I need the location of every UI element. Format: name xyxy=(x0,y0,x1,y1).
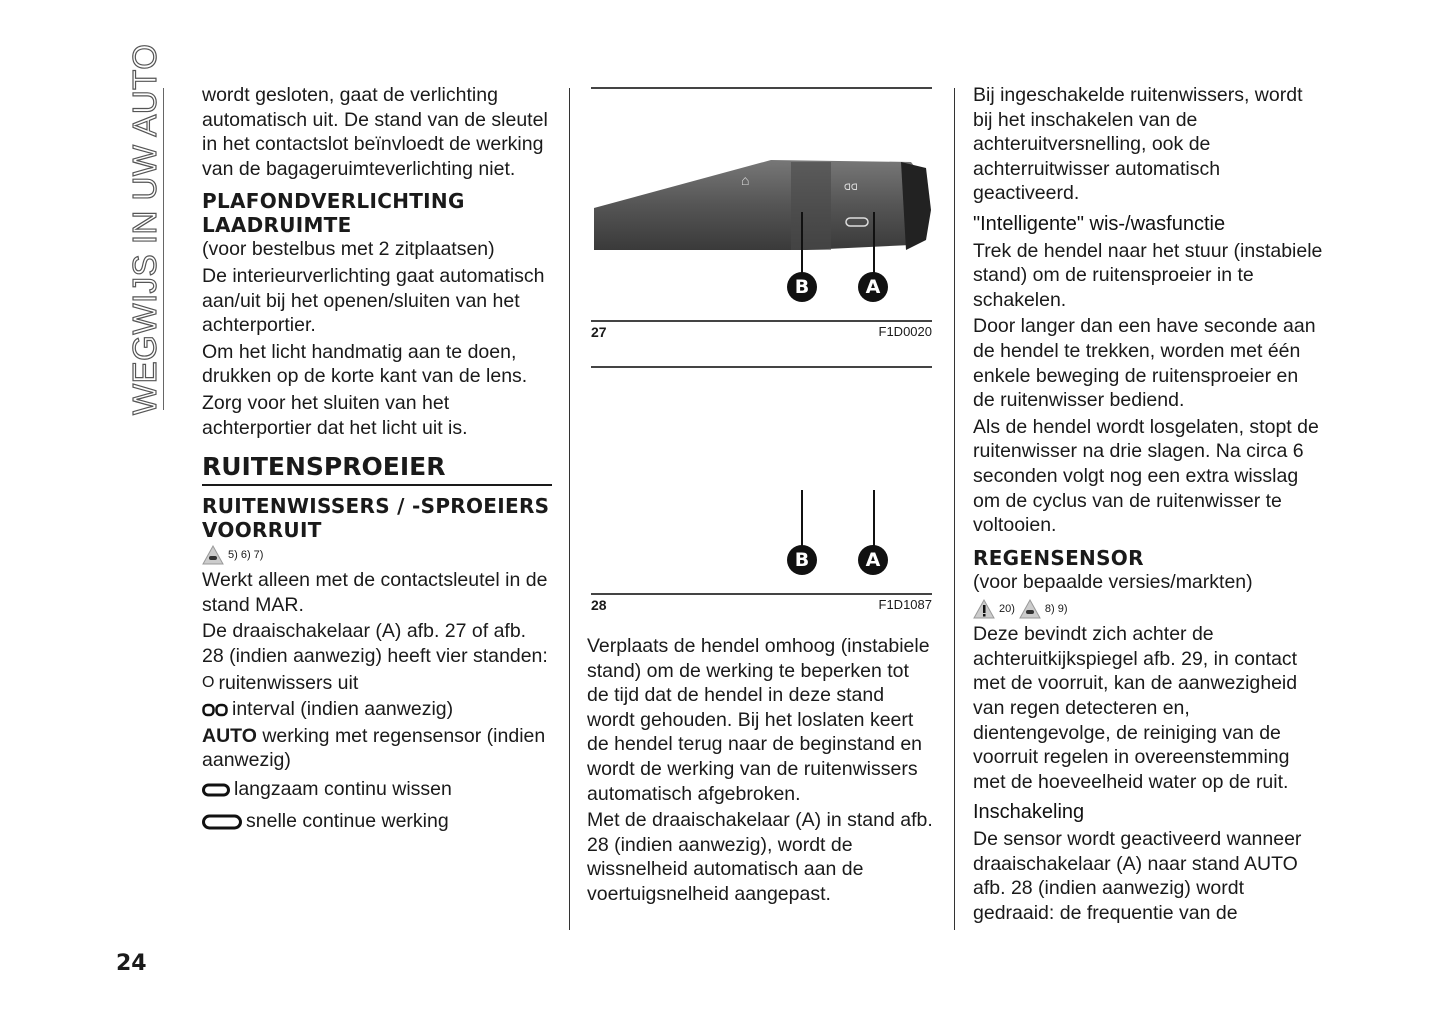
position-fast: snelle continue werking xyxy=(202,809,552,834)
middle-column xyxy=(587,634,935,909)
page-number: 24 xyxy=(116,951,147,976)
paragraph: Verplaats de hendel omhoog (instabiele stand) om de werking te beperken tot de tijd dat de hendel in deze stand wordt gehouden. Bij het loslaten keert de hendel terug naar de beginstand en wordt de werking van de ruitenwissers automatisch afgebroken. xyxy=(587,635,930,805)
callout-line-a xyxy=(873,490,875,546)
callout-a: A xyxy=(858,545,888,575)
warning-icon xyxy=(973,599,995,619)
paragraph: Met de draaischakelaar (A) in stand afb. 28 (indien aanwezig), wordt de wissnelheid automatisch aan de voertuigsnelheid aangepast. xyxy=(587,809,933,905)
figure-code: F1D0020 xyxy=(878,324,932,339)
car-warning-icon xyxy=(202,545,224,565)
callout-line-b xyxy=(801,212,803,274)
callout-a: A xyxy=(858,272,888,302)
callout-b: B xyxy=(787,545,817,575)
callout-b: B xyxy=(787,272,817,302)
car-warning-icon xyxy=(1019,599,1041,619)
paragraph: Zorg voor het sluiten van het achterportier dat het licht uit is. xyxy=(202,391,468,439)
callout-line-a xyxy=(873,212,875,274)
paragraph: De draaischakelaar (A) afb. 27 of afb. 28 (indien aanwezig) heeft vier standen: xyxy=(202,620,548,667)
column-divider xyxy=(569,88,570,930)
paragraph: (voor bepaalde versies/markten) xyxy=(973,570,1253,593)
off-symbol: O xyxy=(202,673,215,691)
right-column xyxy=(973,83,1323,927)
figure-28-caption xyxy=(591,593,932,613)
position-interval: interval (indien aanwezig) xyxy=(202,697,552,722)
paragraph: Door langer dan een have seconde aan de hendel te trekken, worden met één enkele beweging de ruitensproeier en de ruitenwisser bediend. xyxy=(973,315,1316,412)
wiper-stalk-image xyxy=(591,150,932,260)
paragraph: Trek de hendel naar het stuur (instabiele stand) om de ruitensproeier in te schakelen. xyxy=(973,239,1323,311)
paragraph: wordt gesloten, gaat de verlichting automatisch uit. De stand van de sleutel in het contactslot beïnvloedt de werking van de bagageruimteverlichting niet. xyxy=(202,84,548,180)
heading-intelligente: "Intelligente" wis-/wasfunctie xyxy=(973,212,1226,235)
left-column xyxy=(202,83,552,836)
figure-number: 28 xyxy=(591,597,607,613)
callout-line-b xyxy=(801,490,803,546)
paragraph: (voor bestelbus met 2 zitplaatsen) xyxy=(202,238,495,261)
position-off: O ruitenwissers uit xyxy=(202,671,359,694)
note-references: 20) 8) 9) xyxy=(973,596,1323,622)
figure-code: F1D1087 xyxy=(878,597,932,612)
paragraph: De interieurverlichting gaat automatisch aan/uit bij het openen/sluiten van het achterportier. xyxy=(202,264,545,337)
figure-27-caption xyxy=(591,320,932,340)
note-numbers: 5) 6) 7) xyxy=(228,549,264,562)
fast-wipe-icon xyxy=(202,814,242,830)
svg-text:ᗡᗡ: ᗡᗡ xyxy=(844,182,858,192)
heading-plafondverlichting: PLAFONDVERLICHTING LAADRUIMTE xyxy=(202,189,465,238)
figure-28-top-rule xyxy=(591,366,932,368)
svg-text:⌂: ⌂ xyxy=(741,172,750,188)
paragraph: Bij ingeschakelde ruitenwissers, wordt bij het inschakelen van de achteruitversnelling, ook de achterruitwisser automatisch geactiveerd. xyxy=(973,84,1303,205)
heading-regensensor: REGENSENSOR xyxy=(973,545,1144,570)
note-references xyxy=(202,542,552,568)
heading-inschakeling: Inschakeling xyxy=(973,801,1085,824)
sidebar-divider xyxy=(163,88,164,410)
paragraph: De sensor wordt geactiveerd wanneer draaischakelaar (A) naar stand AUTO afb. 28 (indien aanwezig) wordt gedraaid: de frequentie van de xyxy=(973,828,1302,924)
auto-symbol: AUTO xyxy=(202,724,257,747)
figure-27-top-rule xyxy=(591,87,932,89)
paragraph: Om het licht handmatig aan te doen, drukken op de korte kant van de lens. xyxy=(202,340,528,388)
heading-ruitensproeier: RUITENSPROEIER xyxy=(202,452,552,486)
section-title-vertical: WEGWIJS IN UW AUTO xyxy=(126,43,163,415)
column-divider xyxy=(954,88,955,930)
paragraph: Deze bevindt zich achter de achteruitkijkspiegel afb. 29, in contact met de voorruit, kan de aanwezigheid van regen detecteren en, dientengevolge, de reiniging van de voorruit regelen in overeenstemming met de hoeveelheid water op de ruit. xyxy=(973,623,1298,793)
figure-number: 27 xyxy=(591,324,607,340)
heading-ruitenwissers: RUITENWISSERS / -SPROEIERS VOORRUIT xyxy=(202,494,550,543)
interval-icon xyxy=(202,703,228,717)
slow-wipe-icon xyxy=(202,783,230,797)
position-slow: langzaam continu wissen xyxy=(202,777,552,802)
paragraph: Werkt alleen met de contactsleutel in de stand MAR. xyxy=(202,569,548,616)
position-auto: AUTO werking met regensensor (indien aanwezig) xyxy=(202,724,546,772)
paragraph: Als de hendel wordt losgelaten, stopt de ruitenwisser na drie slagen. Na circa 6 seconden volgt nog een extra wisslag om de cyclus van de ruitenwisser te voltooien. xyxy=(973,415,1319,537)
